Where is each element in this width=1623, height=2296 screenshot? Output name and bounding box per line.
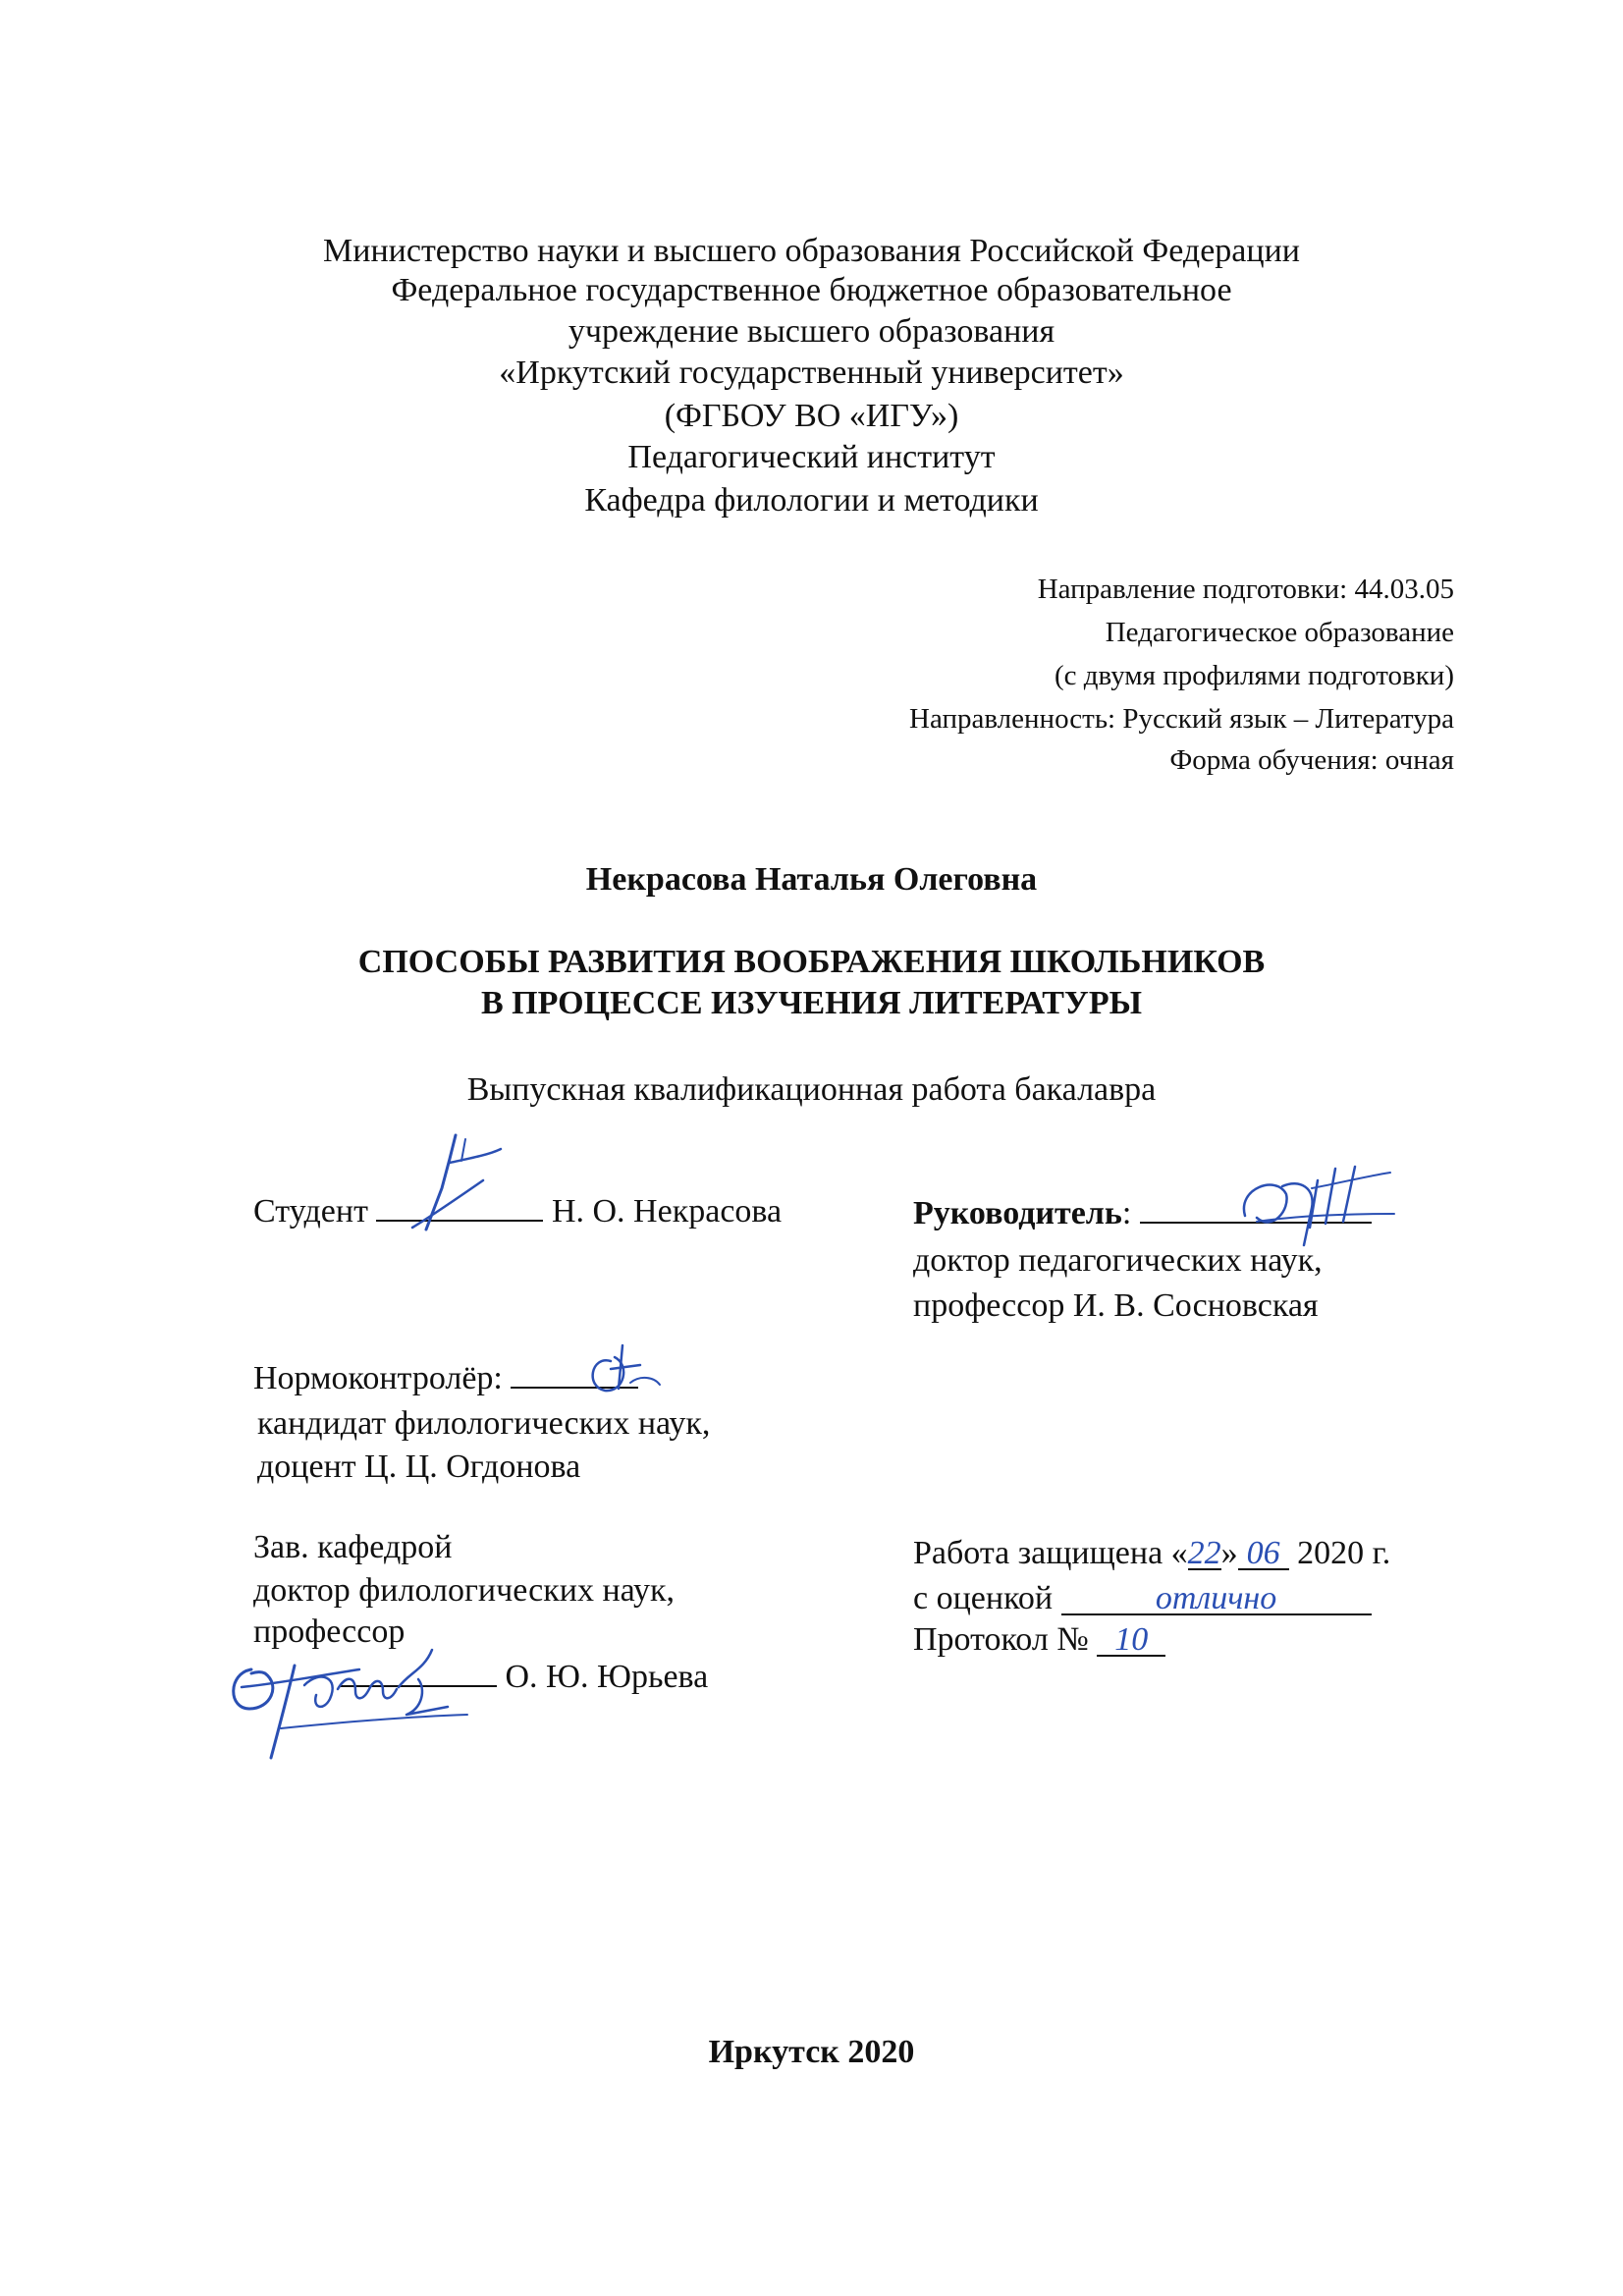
head-name: О. Ю. Юрьева: [505, 1659, 709, 1695]
normcontroller-signature: [571, 1326, 679, 1404]
institution-line-2: учреждение высшего образования: [568, 313, 1055, 350]
head-signature: [222, 1630, 507, 1768]
work-type: Выпускная квалификационная работа бакалавра: [466, 1071, 1157, 1108]
protocol-field: [1097, 1621, 1165, 1658]
supervisor-signature: [1217, 1159, 1414, 1267]
institute-name: Педагогический институт: [627, 439, 996, 475]
university-abbr: (ФГБОУ ВО «ИГУ»): [664, 398, 959, 434]
head-rank: профессор: [253, 1613, 406, 1650]
program-profiles: (с двумя профилями подготовки): [1054, 660, 1454, 691]
head-degree: доктор филологических наук,: [253, 1572, 676, 1609]
defense-month-field: [1238, 1535, 1289, 1571]
defense-row: [913, 1534, 1390, 1573]
university-name: «Иркутский государственный университет»: [499, 355, 1124, 391]
institution-line-1: Федеральное государственное бюджетное образовательное: [391, 272, 1232, 308]
program-focus: Направленность: Русский язык – Литература: [909, 703, 1454, 735]
defense-month: 06: [1246, 1535, 1280, 1571]
thesis-title-line-2: В ПРОЦЕССЕ ИЗУЧЕНИЯ ЛИТЕРАТУРЫ: [480, 985, 1143, 1021]
normcontroller-label: Нормоконтролёр:: [253, 1360, 503, 1396]
protocol-number: 10: [1114, 1621, 1149, 1658]
defense-prefix: Работа защищена «: [913, 1535, 1188, 1571]
head-title: Зав. кафедрой: [253, 1529, 453, 1565]
student-label: Студент: [253, 1193, 368, 1230]
protocol-row: [913, 1620, 1165, 1660]
grade-field: [1061, 1580, 1372, 1616]
supervisor-name: профессор И. В. Сосновская: [913, 1287, 1319, 1324]
supervisor-degree: доктор педагогических наук,: [913, 1242, 1323, 1279]
defense-day: 22: [1187, 1535, 1221, 1571]
defense-year: 2020 г.: [1297, 1535, 1391, 1571]
city-year: Иркутск 2020: [708, 2034, 915, 2070]
program-name: Педагогическое образование: [1105, 617, 1454, 648]
normcontroller-degree: кандидат филологических наук,: [257, 1405, 711, 1442]
defense-mid: »: [1220, 1535, 1238, 1571]
protocol-label: Протокол №: [913, 1621, 1089, 1658]
defense-day-field: [1187, 1535, 1221, 1571]
student-signature: [393, 1129, 530, 1237]
thesis-title-line-1: СПОСОБЫ РАЗВИТИЯ ВООБРАЖЕНИЯ ШКОЛЬНИКОВ: [357, 944, 1266, 980]
normcontroller-name: доцент Ц. Ц. Огдонова: [257, 1449, 581, 1485]
supervisor-colon: :: [1121, 1195, 1132, 1231]
department-name: Кафедра филологии и методики: [584, 482, 1039, 519]
grade-value: отлично: [1155, 1580, 1277, 1616]
program-direction: Направление подготовки: 44.03.05: [1037, 574, 1454, 605]
ministry-line: Министерство науки и высшего образования Российской Федерации: [323, 233, 1300, 269]
student-name: Н. О. Некрасова: [551, 1193, 783, 1230]
grade-label: с оценкой: [913, 1580, 1054, 1616]
grade-row: [913, 1579, 1372, 1618]
supervisor-label: Руководитель: [913, 1195, 1122, 1231]
author-name: Некрасова Наталья Олеговна: [585, 861, 1038, 898]
study-form: Форма обучения: очная: [1169, 744, 1454, 776]
